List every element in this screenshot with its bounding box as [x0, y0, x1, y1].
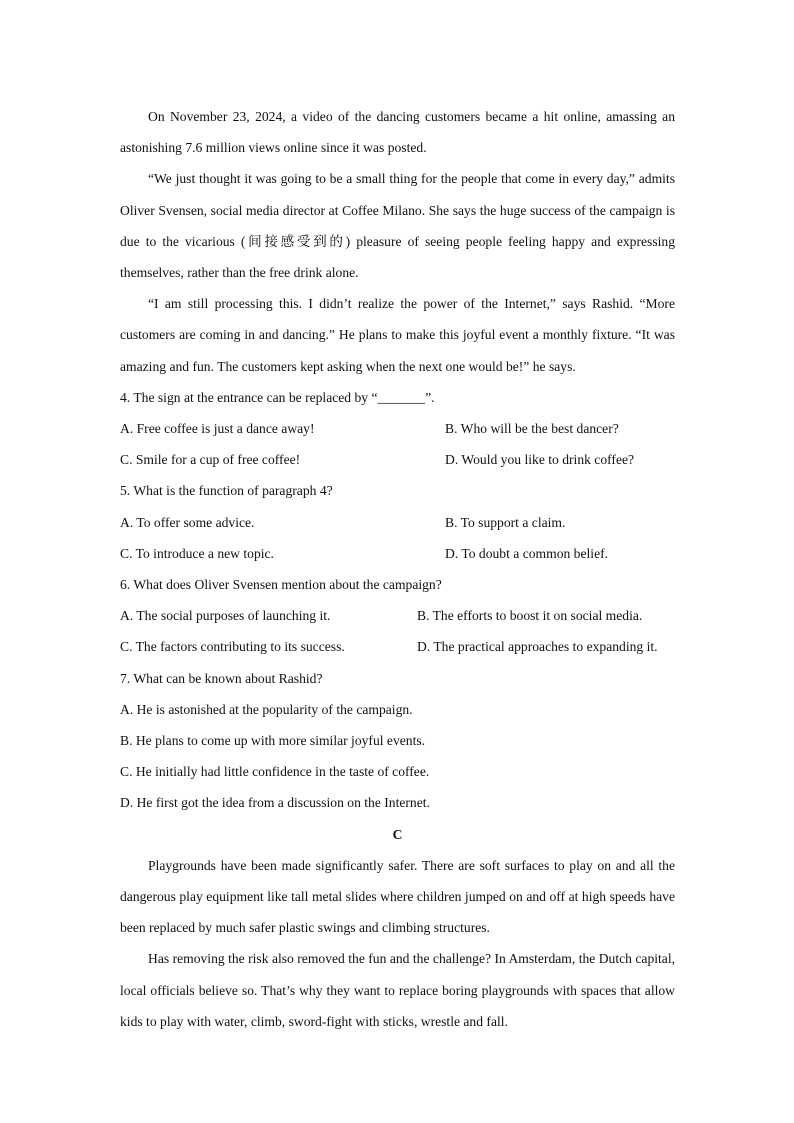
passage-b-paragraph-1: On November 23, 2024, a video of the dancing customers became a hit online, amassing an astonishing 7.6 million views online since it was posted. [120, 109, 675, 156]
question-4-option-b: B. Who will be the best dancer? [445, 421, 619, 437]
question-7-option-b: B. He plans to come up with more similar joyful events. [120, 733, 426, 749]
question-4-option-d: D. Would you like to drink coffee? [445, 452, 635, 468]
document-content [120, 101, 675, 1037]
section-c-paragraph-2: Has removing the risk also removed the fun and the challenge? In Amsterdam, the Dutch capital, local officials believe so. That’s why they want to replace boring playgrounds with spaces that allow kids to play with water, climb, sword-fight with sticks, wrestle and fall. [120, 951, 675, 1029]
passage-b-paragraph-2: “We just thought it was going to be a small thing for the people that come in every day,” admits Oliver Svensen, social media director at Coffee Milano. She says the huge success of the campaign is due to the vicarious (间接感受到的) pleasure of seeing people feeling happy and expressing themselves, rather than the free drink alone. [120, 171, 675, 281]
question-4-options-row-2 [120, 444, 675, 475]
question-4-stem: 4. The sign at the entrance can be replaced by “_______”. [120, 389, 435, 405]
question-4-option-c: C. Smile for a cup of free coffee! [120, 452, 301, 468]
question-7-stem: 7. What can be known about Rashid? [120, 670, 323, 686]
question-5-options-row-2 [120, 538, 675, 569]
question-6-option-b: B. The efforts to boost it on social media. [417, 608, 643, 624]
question-5-stem: 5. What is the function of paragraph 4? [120, 483, 333, 499]
section-c-heading: C [392, 826, 403, 842]
question-5-option-d: D. To doubt a common belief. [445, 545, 609, 561]
question-4-options-row-1 [120, 413, 675, 444]
question-5-option-a: A. To offer some advice. [120, 514, 255, 530]
question-6-options-row-1 [120, 600, 675, 631]
section-c-paragraph-1: Playgrounds have been made significantly safer. There are soft surfaces to play on and all the dangerous play equipment like tall metal slides where children jumped on and off at high speeds have been replaced by much safer plastic swings and climbing structures. [120, 857, 675, 936]
question-6-option-c: C. The factors contributing to its success. [120, 639, 345, 655]
question-4-option-a: A. Free coffee is just a dance away! [120, 421, 315, 437]
question-7-option-c: C. He initially had little confidence in the taste of coffee. [120, 764, 430, 780]
question-6-options-row-2 [120, 631, 675, 662]
question-7-option-a: A. He is astonished at the popularity of the campaign. [120, 701, 413, 717]
question-6-option-a: A. The social purposes of launching it. [120, 608, 331, 624]
question-6-stem: 6. What does Oliver Svensen mention about the campaign? [120, 577, 442, 593]
question-5-option-c: C. To introduce a new topic. [120, 545, 274, 561]
question-6-option-d: D. The practical approaches to expanding it. [417, 639, 658, 655]
passage-b-paragraph-3: “I am still processing this. I didn’t realize the power of the Internet,” says Rashid. “More customers are coming in and dancing.” He plans to make this joyful event a monthly fixture. “It was amazing and fun. The customers kept asking when the next one would be!” he says. [120, 296, 675, 374]
question-7-option-d: D. He first got the idea from a discussion on the Internet. [120, 795, 430, 811]
question-5-options-row-1 [120, 507, 675, 538]
question-5-option-b: B. To support a claim. [445, 514, 566, 530]
